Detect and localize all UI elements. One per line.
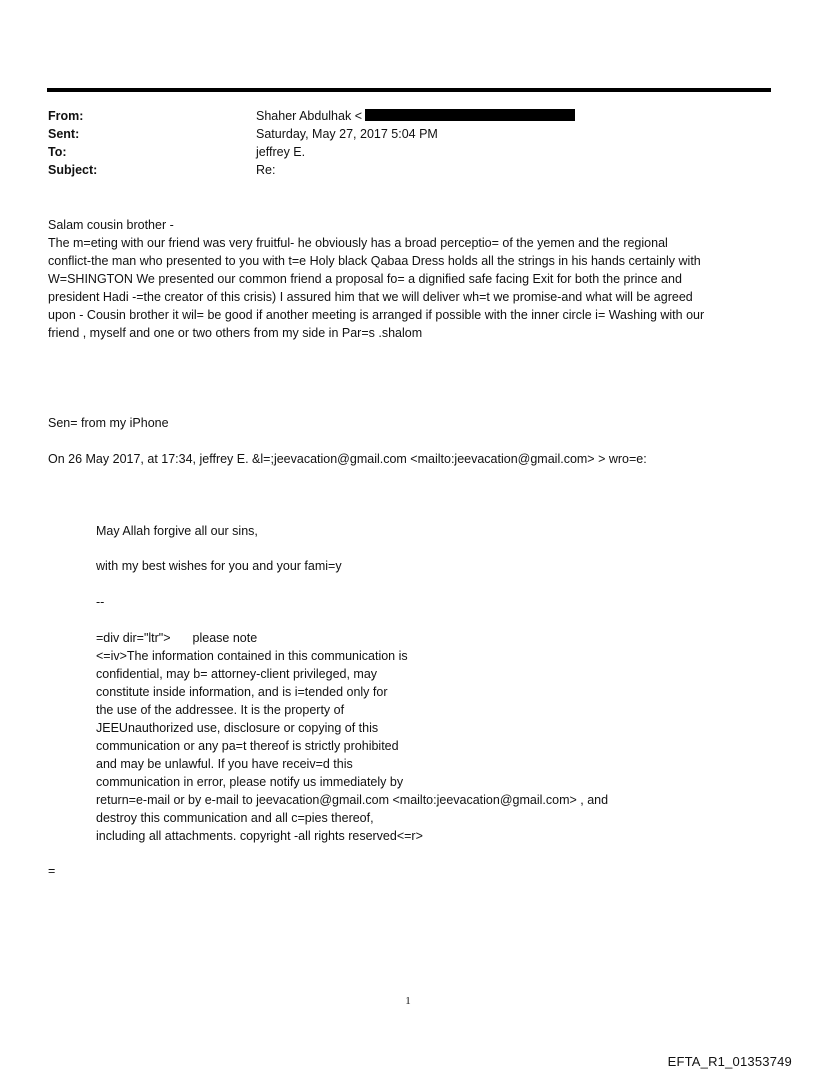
div-prefix: =div dir="ltr"> <box>96 631 171 645</box>
sent-value: Saturday, May 27, 2017 5:04 PM <box>256 127 438 141</box>
message-line: W=SHINGTON We presented our common friend a proposal fo= a dignified safe facing Exit for both the prince and <box>48 272 682 286</box>
message-body <box>48 216 773 342</box>
disclaimer-line: the use of the addressee. It is the property of <box>96 703 345 717</box>
quoted-separator: -- <box>96 595 105 609</box>
greeting: Salam cousin brother - <box>48 218 174 232</box>
disclaimer-line: <=iv>The information contained in this communication is <box>96 649 408 663</box>
disclaimer-line: constitute inside information, and is i=tended only for <box>96 685 388 699</box>
to-label: To: <box>48 145 67 159</box>
disclaimer-line: destroy this communication and all c=pies thereof, <box>96 811 374 825</box>
message-line: conflict-the man who presented to you with t=e Holy black Qabaa Dress holds all the strings in his hands certainly with <box>48 254 701 268</box>
quoted-line-2: with my best wishes for you and your fami=y <box>96 559 342 573</box>
from-value <box>256 107 575 125</box>
bates-number: EFTA_R1_01353749 <box>667 1054 792 1069</box>
subject-label: Subject: <box>48 163 98 177</box>
div-note: please note <box>192 631 258 645</box>
subject-value: Re: <box>256 163 276 177</box>
disclaimer-line: including all attachments. copyright -all rights reserved<=r> <box>96 829 423 843</box>
redaction-bar <box>365 109 575 121</box>
from-label: From: <box>48 109 84 123</box>
disclaimer-line: communication or any pa=t thereof is strictly prohibited <box>96 739 399 753</box>
from-sender: Shaher Abdulhak < <box>256 109 362 123</box>
sent-from-line: Sen= from my iPhone <box>48 416 169 430</box>
message-line: friend , myself and one or two others from my side in Par=s .shalom <box>48 326 423 340</box>
disclaimer-line: confidential, may b= attorney-client privileged, may <box>96 667 378 681</box>
sent-label: Sent: <box>48 127 80 141</box>
disclaimer-line: communication in error, please notify us immediately by <box>96 775 404 789</box>
disclaimer-block <box>96 647 776 845</box>
disclaimer-line: return=e-mail or by e-mail to jeevacation@gmail.com <mailto:jeevacation@gmail.com> , and <box>96 793 609 807</box>
message-lines <box>48 234 773 342</box>
quote-intro: On 26 May 2017, at 17:34, jeffrey E. &l=;jeevacation@gmail.com <mailto:jeevacation@gmail.com> > wro=e: <box>48 452 647 466</box>
message-line: president Hadi -=the creator of this crisis) I assured him that we will deliver wh=t we promise-and what will be agreed <box>48 290 693 304</box>
disclaimer-line: and may be unlawful. If you have receiv=d this <box>96 757 353 771</box>
header-rule <box>47 88 771 92</box>
page-number: 1 <box>405 995 411 1007</box>
quoted-line-1: May Allah forgive all our sins, <box>96 524 258 538</box>
message-line: The m=eting with our friend was very fruitful- he obviously has a broad perceptio= of the yemen and the regional <box>48 236 668 250</box>
trailer-mark: = <box>48 864 56 878</box>
message-line: upon - Cousin brother it wil= be good if another meeting is arranged if possible with the inner circle i= Washing with our <box>48 308 705 322</box>
to-value: jeffrey E. <box>256 145 306 159</box>
div-line <box>96 629 776 647</box>
disclaimer-line: JEEUnauthorized use, disclosure or copying of this <box>96 721 379 735</box>
